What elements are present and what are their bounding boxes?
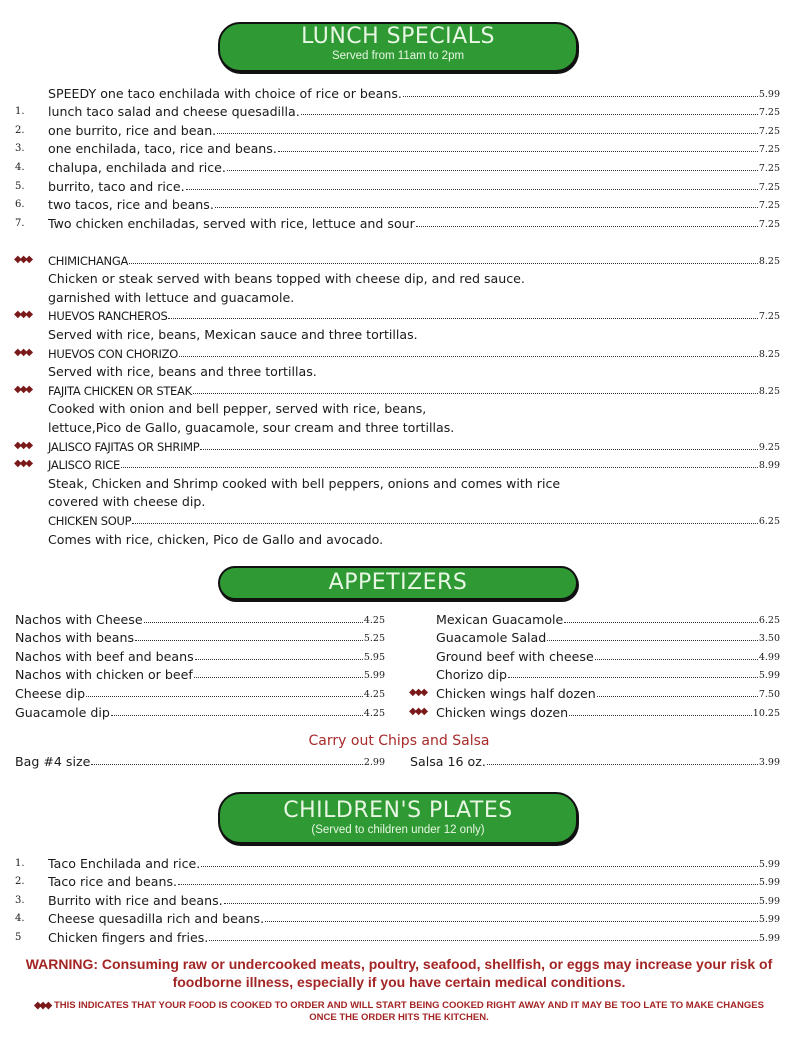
section-title: CHILDREN'S PLATES xyxy=(283,798,513,823)
diamond-icon: ◆◆◆ xyxy=(14,309,32,321)
carry-out-left xyxy=(15,750,385,769)
dot-leader xyxy=(278,150,758,152)
item-price: 7.25 xyxy=(758,200,780,212)
item-number: 2. xyxy=(15,876,25,888)
menu-item xyxy=(14,379,780,398)
appetizers-left-column xyxy=(15,608,385,720)
item-price: 3.99 xyxy=(758,756,780,768)
menu-item xyxy=(14,249,780,268)
dot-leader xyxy=(416,225,758,227)
menu-item xyxy=(436,645,780,664)
item-name: Cheese quesadilla rich and beans. xyxy=(48,911,265,927)
item-name: two tacos, rice and beans. xyxy=(48,197,214,213)
item-name: SPEEDY one taco enchilada with choice of rice or beans. xyxy=(48,85,402,101)
dot-leader xyxy=(301,113,758,115)
item-price: 5.99 xyxy=(758,914,780,926)
menu-item xyxy=(15,682,385,701)
diamond-icon: ◆◆◆ xyxy=(14,383,32,395)
item-name: Taco rice and beans. xyxy=(48,874,178,890)
description-text: Comes with rice, chicken, Pico de Gallo and avocado. xyxy=(48,531,384,547)
description-text: Served with rice, beans and three tortillas. xyxy=(48,364,317,380)
menu-item xyxy=(15,156,780,175)
item-number: 1. xyxy=(15,106,25,118)
item-price: 2.99 xyxy=(363,756,385,768)
appetizers-header xyxy=(218,566,578,600)
dot-leader xyxy=(121,466,758,468)
menu-item xyxy=(14,435,780,454)
dot-leader xyxy=(403,95,758,97)
dot-leader xyxy=(224,902,758,904)
diamond-icon: ◆◆◆ xyxy=(14,458,32,470)
diamond-icon: ◆◆◆ xyxy=(34,1000,50,1011)
item-name: Salsa 16 oz. xyxy=(410,753,486,769)
cooked-to-order-note xyxy=(20,1000,778,1024)
diamond-icon: ◆◆◆ xyxy=(409,705,427,717)
menu-item xyxy=(15,664,385,683)
item-name: Nachos with chicken or beef xyxy=(15,667,193,683)
menu-item xyxy=(15,701,385,720)
item-price: 7.25 xyxy=(758,107,780,119)
dot-leader xyxy=(217,132,758,134)
item-price: 5.99 xyxy=(758,88,780,100)
item-description xyxy=(48,268,780,287)
dot-leader xyxy=(195,658,363,660)
item-name: Bag #4 size xyxy=(15,753,91,769)
item-price: 8.25 xyxy=(758,348,780,360)
item-number: 2. xyxy=(15,124,25,136)
menu-item xyxy=(15,194,780,213)
menu-item xyxy=(15,908,780,927)
item-number: 4. xyxy=(15,913,25,925)
dot-leader xyxy=(179,355,758,357)
description-text: Served with rice, beans, Mexican sauce and three tortillas. xyxy=(48,326,418,342)
item-name: Guacamole Salad xyxy=(436,630,547,646)
menu-item xyxy=(15,101,780,120)
description-text: Chicken or steak served with beans topped with cheese dip, and red sauce. xyxy=(48,271,525,287)
item-price: 7.50 xyxy=(758,688,780,700)
carry-out-title: Carry out Chips and Salsa xyxy=(308,733,490,749)
dot-leader xyxy=(597,695,758,697)
item-name: JALISCO FAJITAS OR SHRIMP xyxy=(48,439,200,454)
diamond-icon: ◆◆◆ xyxy=(14,253,32,265)
dot-leader xyxy=(86,695,363,697)
item-number: 3. xyxy=(15,894,25,906)
description-text: garnished with lettuce and guacamole. xyxy=(48,289,295,305)
item-price: 3.50 xyxy=(758,633,780,645)
item-description xyxy=(48,286,780,305)
menu-item xyxy=(14,305,780,324)
item-price: 5.99 xyxy=(758,895,780,907)
menu-item xyxy=(15,926,780,945)
item-name: Chicken wings half dozen xyxy=(436,685,596,701)
item-description xyxy=(48,398,780,417)
description-text: covered with cheese dip. xyxy=(48,494,206,510)
dot-leader xyxy=(547,639,758,641)
carry-out-right xyxy=(410,750,780,769)
item-price: 4.25 xyxy=(363,614,385,626)
item-name: burrito, taco and rice. xyxy=(48,178,185,194)
menu-item xyxy=(15,608,385,627)
food-safety-warning: WARNING: Consuming raw or undercooked meats, poultry, seafood, shellfish, or eggs may increase your risk of foodborne illness, especially if you have certain medical conditions. xyxy=(25,956,773,990)
item-price: 5.25 xyxy=(363,633,385,645)
dot-leader xyxy=(91,763,363,765)
item-name: one burrito, rice and bean. xyxy=(48,122,217,138)
menu-item xyxy=(15,627,385,646)
item-number: 7. xyxy=(15,217,25,229)
dot-leader xyxy=(200,448,757,450)
item-name: Chicken fingers and fries. xyxy=(48,929,209,945)
description-text: lettuce,Pico de Gallo, guacamole, sour cream and three tortillas. xyxy=(48,419,455,435)
dot-leader xyxy=(129,262,758,264)
item-price: 4.25 xyxy=(363,707,385,719)
item-name: chalupa, enchilada and rice. xyxy=(48,159,226,175)
diamond-icon: ◆◆◆ xyxy=(14,439,32,451)
dot-leader xyxy=(595,658,758,660)
item-price: 6.25 xyxy=(758,614,780,626)
section-subtitle: Served from 11am to 2pm xyxy=(331,50,465,62)
item-price: 4.99 xyxy=(758,651,780,663)
dot-leader xyxy=(209,939,758,941)
item-price: 4.25 xyxy=(363,688,385,700)
item-price: 7.25 xyxy=(758,144,780,156)
item-price: 8.99 xyxy=(758,460,780,472)
childrens-plates-header xyxy=(218,792,578,844)
dot-leader xyxy=(194,676,363,678)
menu-item xyxy=(14,454,780,473)
childrens-plates-list xyxy=(15,852,780,945)
dot-leader xyxy=(227,169,758,171)
item-name: FAJITA CHICKEN OR STEAK xyxy=(48,383,192,398)
item-price: 7.25 xyxy=(758,181,780,193)
menu-item xyxy=(436,664,780,683)
menu-item xyxy=(15,119,780,138)
menu-item xyxy=(436,608,780,627)
menu-item xyxy=(48,82,780,101)
item-name: CHIMICHANGA xyxy=(48,253,129,268)
item-description xyxy=(48,416,780,435)
dot-leader xyxy=(193,392,758,394)
dot-leader xyxy=(564,621,758,623)
item-description xyxy=(48,472,780,491)
item-price: 7.25 xyxy=(758,218,780,230)
item-name: Guacamole dip xyxy=(15,704,110,720)
dot-leader xyxy=(508,676,758,678)
description-text: Cooked with onion and bell pepper, served with rice, beans, xyxy=(48,401,427,417)
item-name: Cheese dip xyxy=(15,685,86,701)
lunch-specials-header xyxy=(218,22,578,72)
item-name: CHICKEN SOUP xyxy=(48,513,132,528)
dot-leader xyxy=(178,883,758,885)
description-text: Steak, Chicken and Shrimp cooked with bell peppers, onions and comes with rice xyxy=(48,475,561,491)
item-name: Burrito with rice and beans. xyxy=(48,892,223,908)
item-number: 6. xyxy=(15,199,25,211)
dot-leader xyxy=(201,865,758,867)
item-price: 7.25 xyxy=(758,311,780,323)
item-name: Mexican Guacamole xyxy=(436,611,564,627)
item-price: 5.99 xyxy=(363,670,385,682)
diamond-icon: ◆◆◆ xyxy=(14,346,32,358)
item-price: 5.95 xyxy=(363,651,385,663)
item-price: 5.99 xyxy=(758,858,780,870)
item-price: 8.25 xyxy=(758,255,780,267)
menu-item xyxy=(14,342,780,361)
item-name: HUEVOS RANCHEROS xyxy=(48,309,168,324)
item-number: 4. xyxy=(15,161,25,173)
item-name: Nachos with beans xyxy=(15,630,135,646)
item-number: 3. xyxy=(15,143,25,155)
item-name: HUEVOS CON CHORIZO xyxy=(48,346,178,361)
section-title: APPETIZERS xyxy=(328,570,468,595)
dot-leader xyxy=(132,522,758,524)
item-description xyxy=(48,323,780,342)
dot-leader xyxy=(215,206,758,208)
item-price: 9.25 xyxy=(758,441,780,453)
item-name: one enchilada, taco, rice and beans. xyxy=(48,141,277,157)
item-name: JALISCO RICE xyxy=(48,458,120,473)
dot-leader xyxy=(111,714,363,716)
item-description xyxy=(48,361,780,380)
item-name: Chorizo dip xyxy=(436,667,507,683)
menu-item xyxy=(15,175,780,194)
item-name: lunch taco salad and cheese quesadilla. xyxy=(48,104,300,120)
item-price: 5.99 xyxy=(758,877,780,889)
item-number: 5 xyxy=(15,931,22,943)
menu-item xyxy=(409,701,780,720)
menu-item xyxy=(15,889,780,908)
item-name: Nachos with beef and beans xyxy=(15,648,194,664)
section-subtitle: (Served to children under 12 only) xyxy=(311,824,485,836)
menu-item xyxy=(436,627,780,646)
house-specials-list xyxy=(14,249,780,547)
menu-item xyxy=(15,871,780,890)
lunch-specials-list xyxy=(15,82,780,231)
diamond-icon: ◆◆◆ xyxy=(409,686,427,698)
item-name: Ground beef with cheese xyxy=(436,648,594,664)
menu-item xyxy=(410,750,780,769)
item-name: Two chicken enchiladas, served with rice, lettuce and sour xyxy=(48,215,415,231)
item-description xyxy=(48,528,780,547)
item-price: 7.25 xyxy=(758,125,780,137)
item-price: 5.99 xyxy=(758,932,780,944)
dot-leader xyxy=(265,920,758,922)
item-name: Taco Enchilada and rice. xyxy=(48,855,201,871)
item-description xyxy=(48,491,780,510)
section-title: LUNCH SPECIALS xyxy=(301,24,495,49)
dot-leader xyxy=(487,763,758,765)
dot-leader xyxy=(186,188,758,190)
dot-leader xyxy=(144,621,363,623)
item-name: Nachos with Cheese xyxy=(15,611,143,627)
menu-item xyxy=(15,138,780,157)
item-number: 5. xyxy=(15,180,25,192)
dot-leader xyxy=(168,317,757,319)
menu-item xyxy=(15,750,385,769)
item-price: 10.25 xyxy=(752,707,780,719)
note-text: THIS INDICATES THAT YOUR FOOD IS COOKED TO ORDER AND WILL START BEING COOKED RIGHT AWAY AND IT MAY BE TOO LATE TO MAKE CHANGES ONCE THE ORDER HITS THE KITCHEN. xyxy=(54,1000,764,1023)
menu-item xyxy=(15,212,780,231)
appetizers-right-column xyxy=(409,608,780,720)
item-price: 5.99 xyxy=(758,670,780,682)
item-price: 6.25 xyxy=(758,515,780,527)
menu-item xyxy=(48,509,780,528)
menu-item xyxy=(409,682,780,701)
dot-leader xyxy=(569,714,752,716)
dot-leader xyxy=(135,639,363,641)
menu-item xyxy=(15,852,780,871)
menu-item xyxy=(15,645,385,664)
item-price: 8.25 xyxy=(758,385,780,397)
item-price: 7.25 xyxy=(758,162,780,174)
item-name: Chicken wings dozen xyxy=(436,704,569,720)
item-number: 1. xyxy=(15,857,25,869)
